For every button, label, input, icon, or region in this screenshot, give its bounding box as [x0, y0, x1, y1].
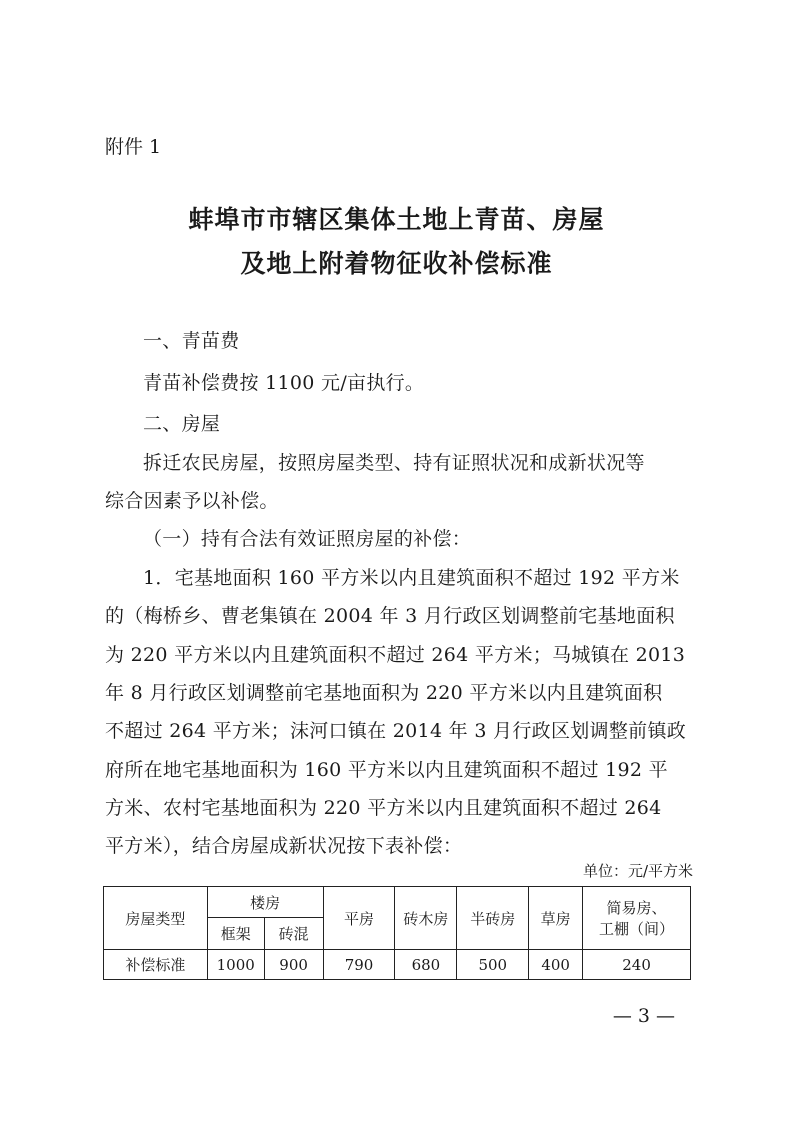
- header-simple-shed-line1: 简易房、: [606, 899, 667, 917]
- paragraph-line: 府所在地宅基地面积为 160 平方米以内且建筑面积不超过 192 平: [105, 759, 668, 781]
- value-brick-wood: 680: [395, 950, 457, 980]
- paragraph-line: 为 220 平方米以内且建筑面积不超过 264 平方米；马城镇在 2013: [105, 644, 686, 666]
- document-title-line-1: 蚌埠市市辖区集体土地上青苗、房屋: [188, 205, 605, 234]
- value-half-brick: 500: [457, 950, 529, 980]
- header-bungalow: 平房: [323, 887, 395, 950]
- row-header-house-type: 房屋类型: [104, 887, 208, 950]
- page-number: — 3 —: [612, 1005, 675, 1027]
- compensation-table: [103, 886, 691, 980]
- header-multistorey: 楼房: [207, 887, 323, 918]
- value-simple-shed: 240: [583, 950, 691, 980]
- header-brick-wood: 砖木房: [395, 887, 457, 950]
- section-heading: 二、房屋: [143, 413, 221, 435]
- paragraph-line: 平方米），结合房屋成新状况按下表补偿：: [105, 835, 463, 857]
- paragraph-line: 不超过 264 平方米；沫河口镇在 2014 年 3 月行政区划调整前镇政: [105, 720, 687, 742]
- unit-label: 单位：元/平方米: [582, 862, 693, 880]
- paragraph-line: 方米、农村宅基地面积为 220 平方米以内且建筑面积不超过 264: [105, 797, 662, 819]
- value-bungalow: 790: [323, 950, 395, 980]
- value-frame: 1000: [207, 950, 264, 980]
- value-brick-concrete: 900: [264, 950, 323, 980]
- paragraph-line: 拆迁农民房屋，按照房屋类型、持有证照状况和成新状况等: [143, 452, 645, 474]
- document-title-line-2: 及地上附着物征收补偿标准: [240, 249, 553, 278]
- section-heading: 一、青苗费: [143, 330, 240, 352]
- row-label-compensation: 补偿标准: [104, 950, 208, 980]
- paragraph-line: 综合因素予以补偿。: [105, 490, 279, 512]
- header-thatched: 草房: [529, 887, 583, 950]
- header-half-brick: 半砖房: [457, 887, 529, 950]
- subheader-brick-concrete: 砖混: [264, 918, 323, 950]
- header-simple-shed-line2: 工棚（间）: [599, 920, 675, 938]
- paragraph-line: 年 8 月行政区划调整前宅基地面积为 220 平方米以内且建筑面积: [105, 682, 663, 704]
- paragraph-line: 的（梅桥乡、曹老集镇在 2004 年 3 月行政区划调整前宅基地面积: [105, 605, 675, 627]
- subsection-heading: （一）持有合法有效证照房屋的补偿：: [143, 528, 472, 550]
- header-simple-shed: [583, 887, 691, 950]
- paragraph-line: 青苗补偿费按 1100 元/亩执行。: [143, 372, 425, 394]
- value-thatched: 400: [529, 950, 583, 980]
- subheader-frame: 框架: [207, 918, 264, 950]
- paragraph-line: 1．宅基地面积 160 平方米以内且建筑面积不超过 192 平方米: [143, 567, 680, 589]
- attachment-label: 附件 1: [105, 136, 162, 158]
